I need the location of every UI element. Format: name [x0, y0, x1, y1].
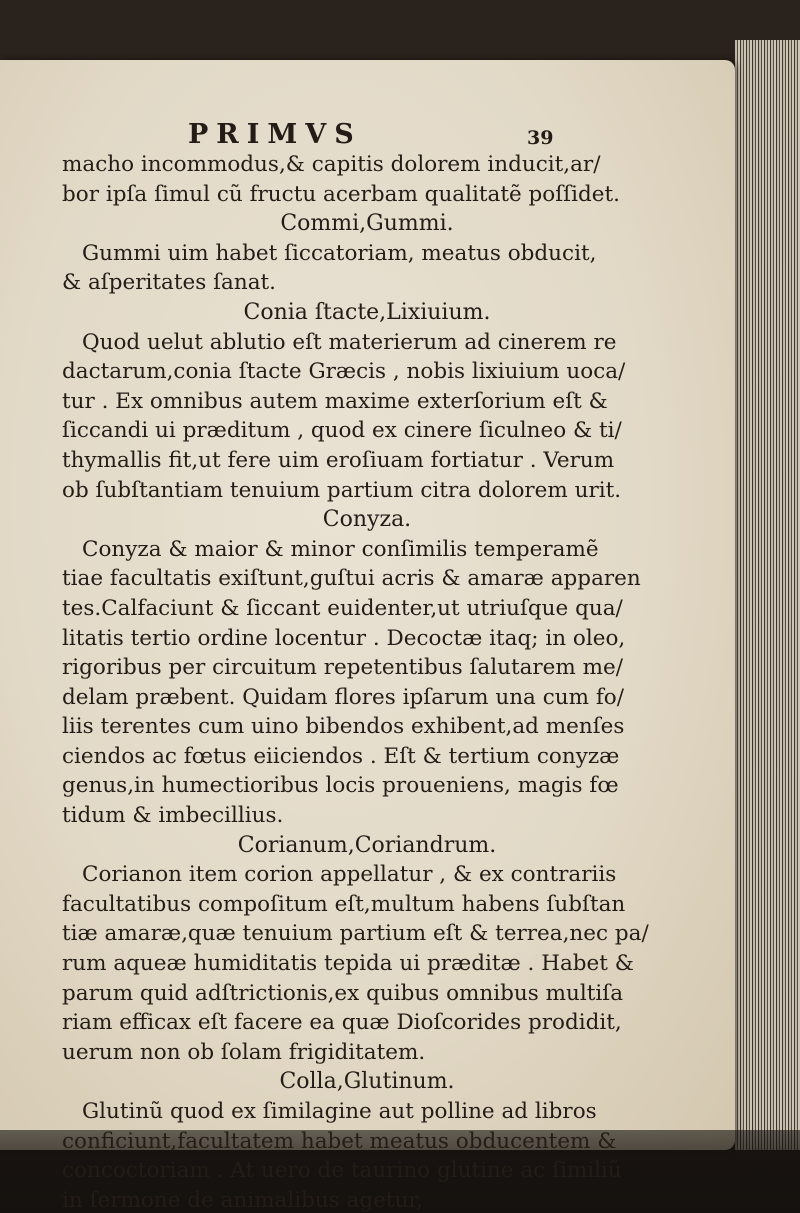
text-line: tiæ amaræ,quæ tenuium partium eſt & terrea,nec pa/ [62, 921, 649, 947]
section-heading: Commi,Gummi. [280, 211, 454, 237]
text-line: macho incommodus,& capitis dolorem inducit,ar/ [62, 152, 601, 177]
section-heading: Corianum,Coriandrum. [237, 832, 497, 858]
text-line: litatis tertio ordine locentur . Decoctæ itaq; in oleo, [62, 625, 626, 651]
book-page-edges [735, 40, 800, 1150]
text-lines [62, 150, 672, 1213]
text-line: dactarum,conia ſtacte Græcis , nobis lixiuium uoca/ [62, 359, 626, 385]
text-line: Corianon item corion appellatur , & ex contrariis [82, 862, 617, 888]
section-heading: Colla,Glutinum. [279, 1069, 455, 1095]
text-line: rum aqueæ humiditatis tepida ui præditæ . Habet & [62, 951, 634, 977]
text-line: rigoribus per circuitum repetentibus ſalutarem me/ [62, 655, 623, 681]
text-line: concoctoriam . At uero de taurino glutine ac ſimiliũ [62, 1158, 622, 1184]
text-line: uerum non ob ſolam frigiditatem. [62, 1039, 426, 1065]
text-line: ciendos ac fœtus eiiciendos . Eſt & tertium conyzæ [62, 743, 620, 769]
text-line: ſiccandi ui præditum , quod ex cinere ſiculneo & ti/ [62, 418, 622, 444]
text-line: riam efficax eſt facere ea quæ Dioſcorides prodidit, [62, 1010, 622, 1036]
text-line: ob ſubſtantiam tenuium partium citra dolorem urit. [62, 477, 622, 503]
section-heading: Conia ſtacte,Lixiuium. [243, 299, 491, 325]
text-line: conficiunt,facultatem habet meatus obducentem & [62, 1128, 617, 1154]
text-line: facultatibus compoſitum eſt,multum habens ſubſtan [62, 891, 626, 917]
text-line: Glutinũ quod ex ſimilagine aut polline ad libros [82, 1099, 597, 1124]
page-text [62, 120, 672, 1213]
text-line: Quod uelut ablutio eſt materierum ad cinerem re [82, 329, 617, 355]
text-line: tur . Ex omnibus autem maxime exterſorium eſt & [62, 388, 608, 414]
page-header [62, 120, 672, 154]
page-number: 39 [527, 127, 554, 149]
text-line: bor ipſa ſimul cũ fructu acerbam qualitatẽ poſſidet. [62, 181, 620, 207]
text-line: tidum & imbecillius. [62, 803, 284, 829]
running-head: PRIMVS [188, 119, 362, 150]
text-line: Gummi uim habet ſiccatoriam, meatus obducit, [82, 240, 597, 266]
text-line: delam præbent. Quidam flores ipſarum una cum fo/ [62, 684, 624, 710]
text-line: tiae facultatis exiſtunt,guſtui acris & amaræ apparen [62, 566, 641, 592]
text-line: & aſperitates ſanat. [62, 270, 276, 296]
text-line: parum quid adſtrictionis,ex quibus omnibus multiſa [62, 980, 624, 1006]
text-line: in ſermone de animalibus agetur, [62, 1187, 424, 1213]
text-line: liis terentes cum uino bibendos exhibent,ad menſes [62, 714, 625, 740]
text-line: Conyza & maior & minor conſimilis temperamẽ [82, 536, 599, 562]
section-heading: Conyza. [322, 507, 412, 533]
text-line: genus,in humectioribus locis proueniens, magis fœ [62, 773, 619, 799]
text-line: tes.Calfaciunt & ſiccant euidenter,ut utriuſque qua/ [62, 595, 623, 621]
text-line: thymallis fit,ut fere uim eroſiuam fortiatur . Verum [62, 447, 615, 473]
